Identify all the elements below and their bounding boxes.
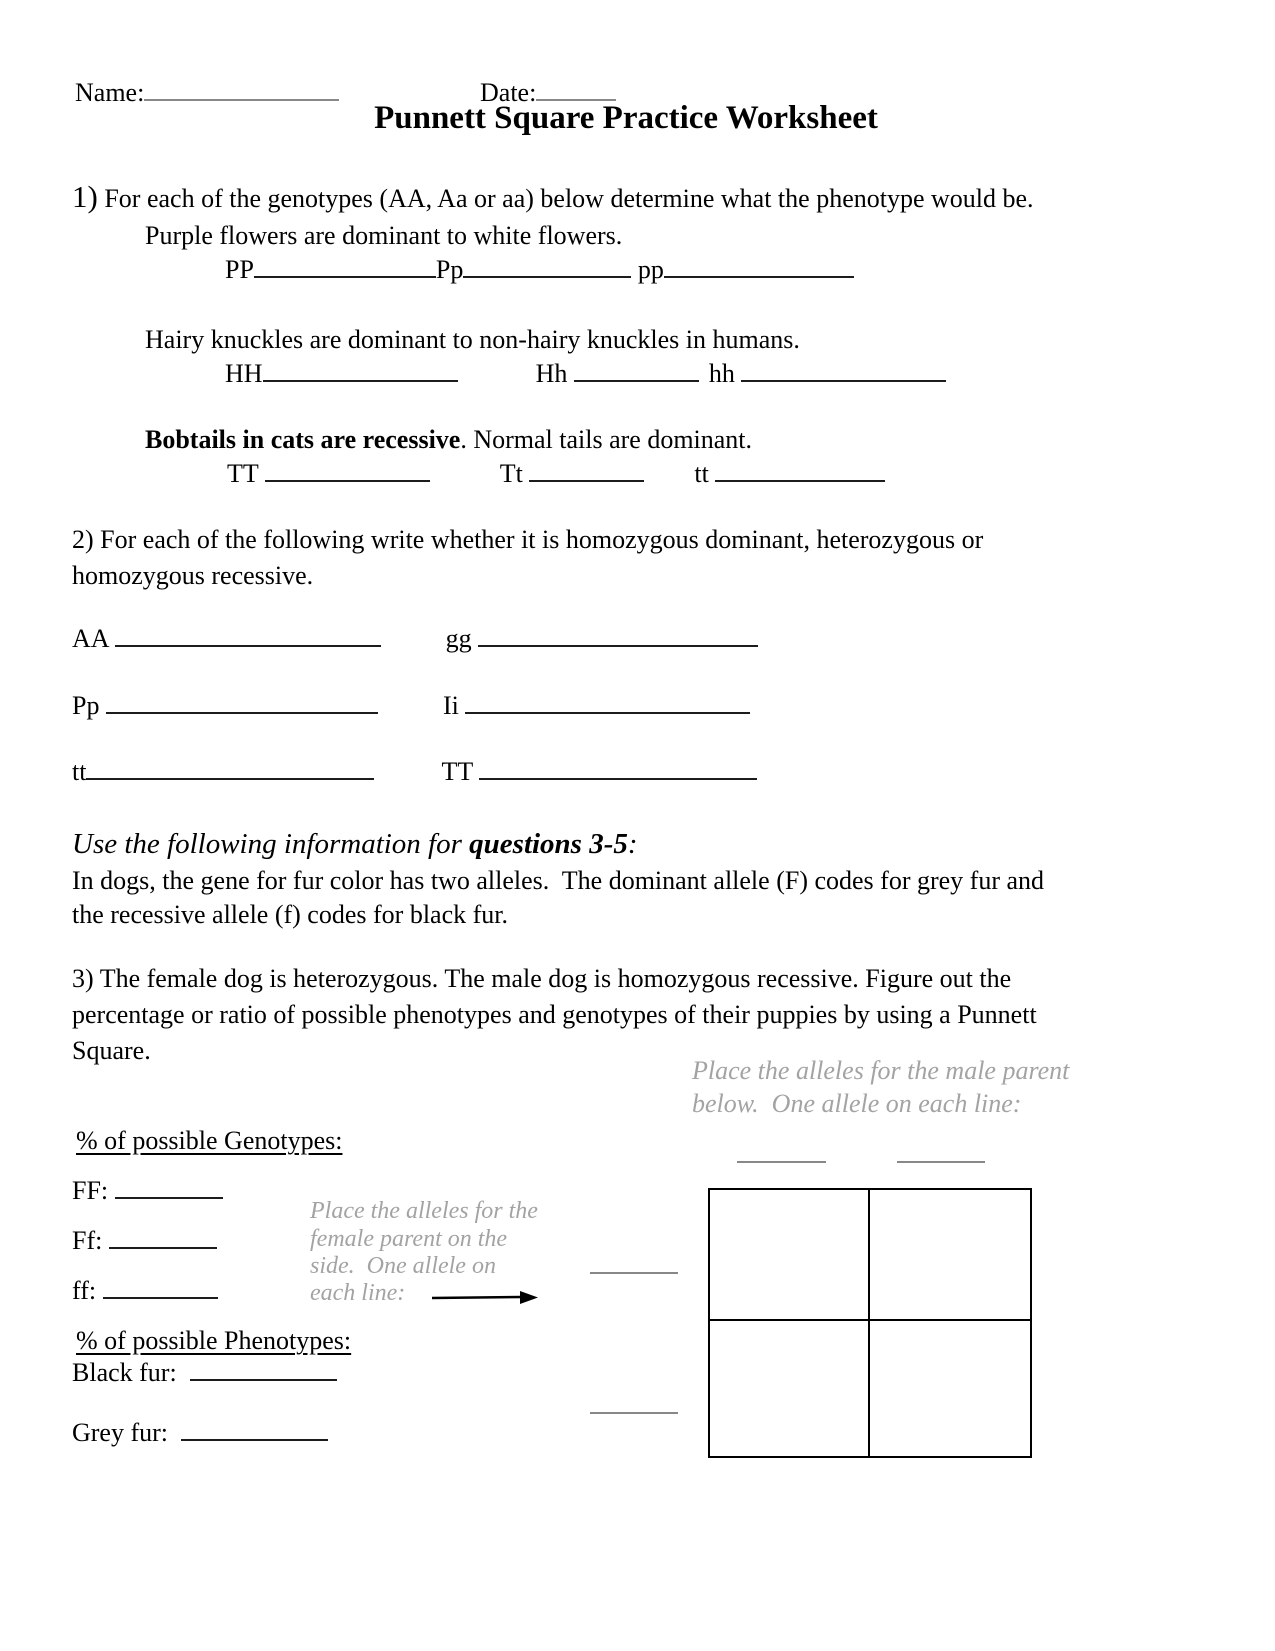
q2-prompt-line1: 2) For each of the following write whether it is homozygous dominant, heterozygous or bbox=[72, 525, 984, 554]
q2-prompt-line2: homozygous recessive. bbox=[72, 561, 314, 590]
q3-line3: Square. bbox=[72, 1036, 151, 1065]
blank-line-FF bbox=[115, 1195, 223, 1199]
genotype-label-TT: TT bbox=[227, 459, 259, 488]
genotype-label-PP: PP bbox=[225, 255, 254, 284]
female-allele-blank-2 bbox=[590, 1412, 678, 1414]
label-ff: ff: bbox=[72, 1276, 97, 1305]
info-heading-italic: Use the following information for bbox=[72, 828, 470, 860]
info-heading-bold: questions 3-5 bbox=[469, 828, 628, 860]
phenotypes-heading: % of possible Phenotypes: bbox=[76, 1326, 352, 1355]
genotypes-heading: % of possible Genotypes: bbox=[76, 1126, 343, 1155]
q1-cats-answer-row bbox=[227, 459, 885, 489]
punnett-cell-top-right bbox=[870, 1190, 1030, 1321]
page-title: Punnett Square Practice Worksheet bbox=[374, 100, 878, 136]
blank-line-Tt bbox=[529, 478, 644, 482]
blank-line-PP bbox=[254, 274, 436, 278]
blank-line-Ff bbox=[109, 1245, 217, 1249]
q2-label-gg: gg bbox=[445, 624, 472, 653]
arrow-icon bbox=[430, 1288, 540, 1306]
blank-line-Ii bbox=[465, 710, 750, 714]
blank-line-Hh bbox=[574, 378, 699, 382]
blank-line-Pp bbox=[463, 274, 631, 278]
q2-label-AA: AA bbox=[72, 624, 109, 653]
q2-label-TT: TT bbox=[441, 757, 473, 786]
female-parent-note-line4: each line: bbox=[310, 1280, 406, 1306]
q3-line1: 3) The female dog is heterozygous. The male dog is homozygous recessive. Figure out the bbox=[72, 964, 1012, 993]
phenotype-row-grey bbox=[72, 1418, 328, 1448]
info-line2: the recessive allele (f) codes for black fur. bbox=[72, 900, 509, 929]
genotype-label-HH: HH bbox=[225, 359, 263, 388]
q1-cats-statement-bold: Bobtails in cats are recessive bbox=[145, 425, 461, 454]
q1-prompt-text: For each of the genotypes (AA, Aa or aa) below determine what the phenotype would be. bbox=[97, 184, 1034, 213]
male-allele-blank-1 bbox=[737, 1161, 826, 1163]
genotype-row-Ff bbox=[72, 1226, 217, 1256]
genotype-label-pp: pp bbox=[637, 255, 664, 284]
info-heading-colon: : bbox=[627, 828, 638, 860]
genotype-row-ff bbox=[72, 1276, 218, 1306]
info-heading bbox=[72, 828, 638, 861]
blank-line-HH bbox=[263, 378, 458, 382]
blank-line-tt bbox=[715, 478, 885, 482]
blank-line-AA bbox=[115, 643, 381, 647]
q1-flowers-statement: Purple flowers are dominant to white flowers. bbox=[145, 221, 623, 250]
genotype-label-tt: tt bbox=[694, 459, 709, 488]
label-FF: FF: bbox=[72, 1176, 109, 1205]
female-allele-blank-1 bbox=[590, 1272, 678, 1274]
name-label: Name: bbox=[75, 78, 145, 107]
punnett-square bbox=[708, 1188, 1032, 1458]
q1-knuckles-answer-row bbox=[225, 359, 946, 389]
female-parent-note-line3: side. One allele on bbox=[310, 1253, 496, 1279]
punnett-cell-bottom-left bbox=[710, 1321, 870, 1456]
male-parent-note-line2: below. One allele on each line: bbox=[692, 1089, 1022, 1118]
blank-line-black-fur bbox=[190, 1377, 337, 1381]
label-Ff: Ff: bbox=[72, 1226, 103, 1255]
female-parent-note-line1: Place the alleles for the bbox=[310, 1198, 538, 1224]
blank-line-hh bbox=[741, 378, 946, 382]
blank-line-ff bbox=[103, 1295, 218, 1299]
label-grey-fur: Grey fur: bbox=[72, 1418, 169, 1447]
male-allele-blank-2 bbox=[897, 1161, 985, 1163]
male-parent-note-line1: Place the alleles for the male parent bbox=[692, 1056, 1070, 1085]
q1-flowers-answer-row bbox=[225, 255, 854, 285]
q1-cats-statement-rest: . Normal tails are dominant. bbox=[460, 425, 753, 454]
q2-label-tt: tt bbox=[72, 757, 87, 786]
blank-line-grey-fur bbox=[181, 1437, 328, 1441]
phenotype-row-black bbox=[72, 1358, 337, 1388]
q1-number: 1) bbox=[72, 179, 98, 214]
date-label: Date: bbox=[480, 78, 537, 107]
punnett-cell-top-left bbox=[710, 1190, 870, 1321]
q3-line2: percentage or ratio of possible phenotypes and genotypes of their puppies by using a Punnett bbox=[72, 1000, 1037, 1029]
blank-line-Pp2 bbox=[106, 710, 378, 714]
q2-row-1 bbox=[72, 624, 758, 654]
genotype-label-Pp: Pp bbox=[435, 255, 464, 284]
info-line1: In dogs, the gene for fur color has two alleles. The dominant allele (F) codes for grey fur and bbox=[72, 866, 1045, 895]
genotype-label-hh: hh bbox=[708, 359, 735, 388]
blank-line-gg bbox=[478, 643, 758, 647]
blank-line-TT bbox=[265, 478, 430, 482]
q2-label-Ii: Ii bbox=[442, 691, 459, 720]
label-black-fur: Black fur: bbox=[72, 1358, 177, 1387]
q2-label-Pp: Pp bbox=[72, 691, 100, 720]
punnett-cell-bottom-right bbox=[870, 1321, 1030, 1456]
q1-knuckles-statement: Hairy knuckles are dominant to non-hairy knuckles in humans. bbox=[145, 325, 800, 354]
q2-row-2 bbox=[72, 691, 750, 721]
blank-line-TT2 bbox=[479, 776, 757, 780]
blank-line-tt2 bbox=[86, 776, 374, 780]
genotype-row-FF bbox=[72, 1176, 223, 1206]
genotype-label-Hh: Hh bbox=[535, 359, 568, 388]
q2-row-3 bbox=[72, 757, 757, 787]
genotype-label-Tt: Tt bbox=[499, 459, 523, 488]
q1-cats-statement bbox=[145, 425, 752, 455]
female-parent-note-line2: female parent on the bbox=[310, 1226, 508, 1252]
q1-prompt bbox=[72, 179, 1034, 215]
blank-line-pp bbox=[664, 274, 854, 278]
